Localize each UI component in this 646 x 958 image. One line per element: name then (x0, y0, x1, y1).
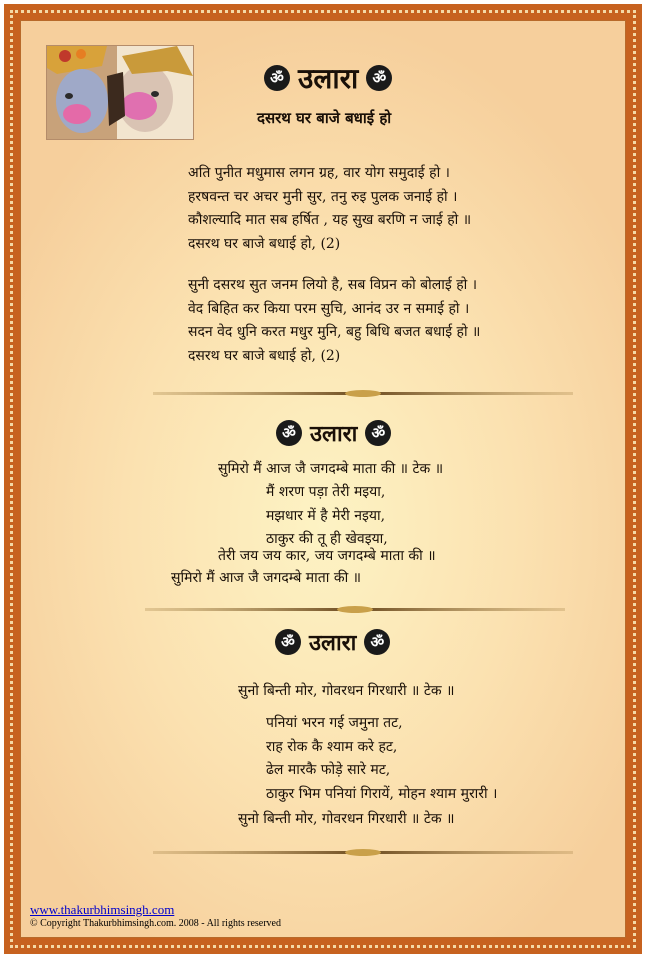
verse-line: अति पुनीत मधुमास लगन ग्रह, वार योग समुदाई हो । (188, 165, 450, 181)
verse-line-wrap (218, 545, 436, 569)
verse-stanza (266, 712, 497, 806)
om-icon: ॐ (366, 65, 392, 91)
verse-line: कौशल्यादि मात सब हर्षित , यह सुख बरणि न जाई हो ॥ (188, 212, 472, 228)
krishna-radha-photo (46, 45, 194, 140)
verse-line: दसरथ घर बाजे बधाई हो, (2) (188, 235, 341, 252)
verse-line: मैं शरण पड़ा तेरी मइया, (266, 484, 386, 500)
verse-line: हरषवन्त चर अचर मुनी सुर, तनु रुइ पुलक जनाई हो । (188, 188, 458, 205)
verse-line: मझधार में है मेरी नइया, (266, 507, 386, 524)
verse-line: राह रोक कै श्याम करे हट, (266, 738, 398, 755)
verse-line: पनियां भरन गई जमुना तट, (266, 715, 403, 731)
verse-line: सदन वेद धुनि करत मधुर मुनि, बहु बिधि बजत बधाई हो ॥ (188, 324, 481, 340)
verse-line: वेद बिहित कर किया परम सुचि, आनंद उर न समाई हो । (188, 300, 470, 317)
om-icon: ॐ (276, 420, 302, 446)
verse-line: ठाकुर भिम पनियां गिरायें, मोहन श्याम मुरारी । (266, 785, 498, 802)
section-2-title: उलारा (310, 421, 358, 447)
ornamental-divider (153, 848, 573, 858)
section-1-subtitle: दसरथ घर बाजे बधाई हो (257, 109, 392, 127)
verse-line-wrap (171, 567, 361, 591)
verse-line: सुनो बिन्ती मोर, गोवरधन गिरधारी ॥ टेक ॥ (238, 811, 455, 827)
verse-line-wrap (218, 458, 443, 482)
section-3-heading (275, 627, 390, 657)
ornamental-divider (145, 605, 565, 615)
website-link[interactable]: www.thakurbhimsingh.com (30, 902, 175, 917)
verse-line-wrap (238, 808, 455, 832)
ornamental-divider (153, 389, 573, 399)
photo-illustration (47, 46, 193, 139)
verse-line: सुमिरो मैं आज जै जगदम्बे माता की ॥ टेक ॥ (218, 461, 444, 477)
verse-line: दसरथ घर बाजे बधाई हो, (2) (188, 347, 341, 364)
om-icon: ॐ (364, 629, 390, 655)
om-icon: ॐ (365, 420, 391, 446)
verse-line: ठाकुर की तू ही खेवइया, (266, 531, 388, 547)
verse-line-wrap (238, 680, 455, 704)
copyright-text: © Copyright Thakurbhimsingh.com. 2008 - All rights reserved (30, 918, 281, 929)
verse-line: सुनी दसरथ सुत जनम लियो है, सब विप्रन को बोलाई हो । (188, 277, 478, 293)
section-1-heading (264, 59, 392, 97)
section-3-title: उलारा (309, 630, 357, 656)
verse-line (188, 256, 480, 274)
verse-line: सुनो बिन्ती मोर, गोवरधन गिरधारी ॥ टेक ॥ (238, 683, 455, 699)
verse-line: सुमिरो मैं आज जै जगदम्बे माता की ॥ (171, 570, 362, 586)
section-1-verse (188, 162, 480, 368)
om-icon: ॐ (264, 65, 290, 91)
verse-line: तेरी जय जय कार, जय जगदम्बे माता की ॥ (218, 548, 436, 564)
verse-line: ढेल मारकै फोड़े सारे मट, (266, 762, 391, 778)
section-1-title: उलारा (298, 62, 359, 95)
section-2-heading (276, 418, 391, 448)
verse-stanza (266, 481, 388, 552)
om-icon: ॐ (275, 629, 301, 655)
